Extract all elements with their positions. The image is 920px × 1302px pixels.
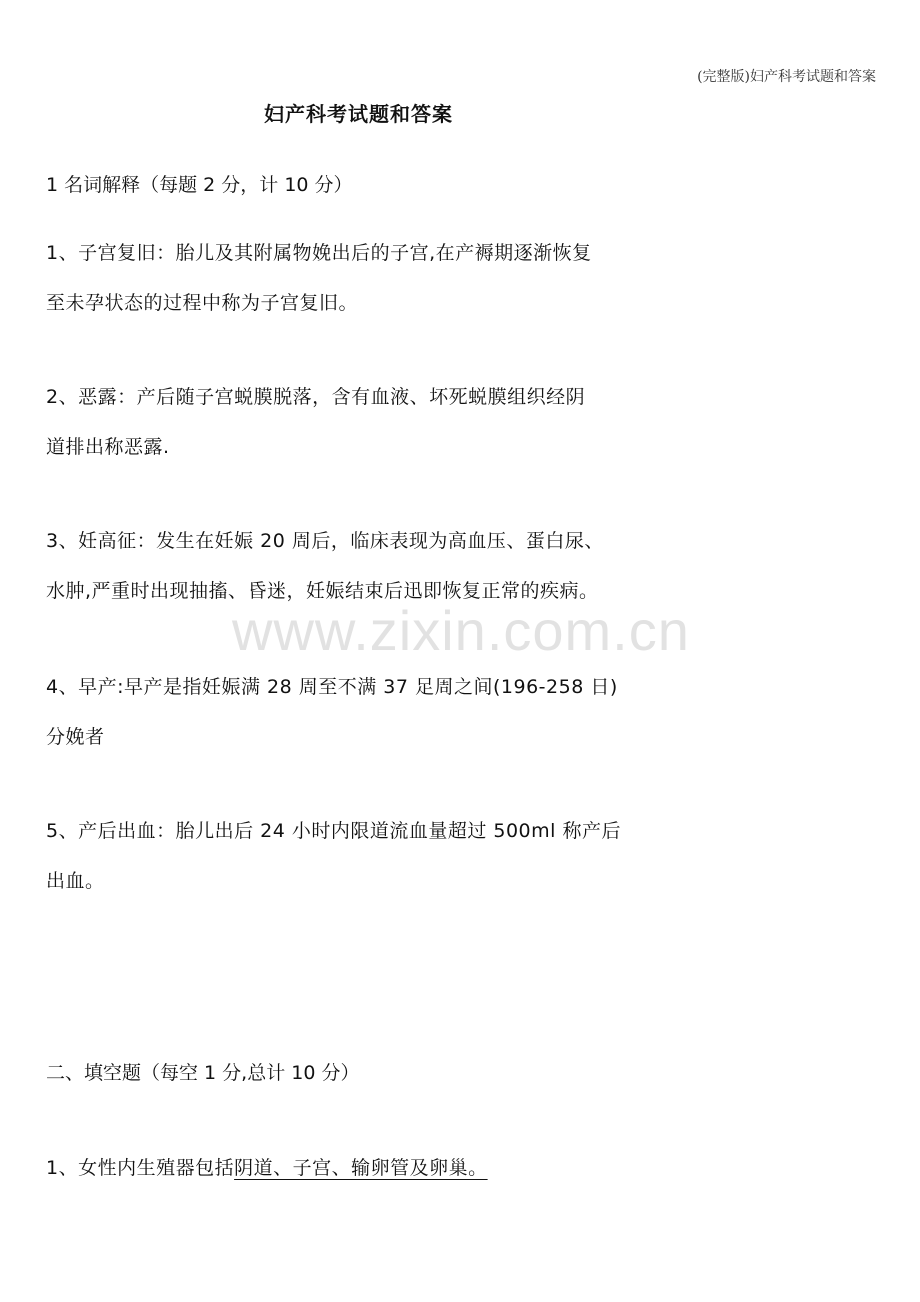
definition-line: 水肿,严重时出现抽搐、昏迷，妊娠结束后迅即恢复正常的疾病。 [46, 580, 599, 602]
definition-line: 1、子宫复旧：胎儿及其附属物娩出后的子宫,在产褥期逐渐恢复 [46, 242, 592, 264]
definition-line: 3、妊高征：发生在妊娠 20 周后，临床表现为高血压、蛋白尿、 [46, 530, 604, 552]
definition-item [46, 806, 696, 906]
definition-item [46, 372, 696, 472]
fill-in-item [46, 1143, 696, 1193]
definition-line: 至未孕状态的过程中称为子宫复旧。 [46, 292, 359, 314]
definition-line: 出血。 [46, 870, 105, 892]
section-heading-definitions: 1 名词解释（每题 2 分，计 10 分） [46, 174, 353, 196]
fill-in-question: 1、女性内生殖器包括 [46, 1157, 235, 1179]
header-note: (完整版)妇产科考试题和答案 [697, 69, 876, 85]
definition-line: 道排出称恶露. [46, 436, 170, 458]
watermark: www.zixin.com.cn [232, 599, 690, 662]
definition-item [46, 662, 696, 762]
definition-item [46, 228, 696, 328]
definition-line: 分娩者 [46, 726, 105, 748]
definition-line: 4、早产:早产是指妊娠满 28 周至不满 37 足周之间(196-258 日) [46, 676, 618, 698]
fill-in-answer: 阴道、子宫、输卵管及卵巢。 [234, 1157, 488, 1179]
definition-line: 5、产后出血：胎儿出后 24 小时内限道流血量超过 500ml 称产后 [46, 820, 621, 842]
document-title: 妇产科考试题和答案 [264, 102, 453, 126]
section-heading-fill-in: 二、填空题（每空 1 分,总计 10 分） [46, 1062, 360, 1084]
definition-line: 2、恶露：产后随子宫蜕膜脱落，含有血液、坏死蜕膜组织经阴 [46, 386, 586, 408]
